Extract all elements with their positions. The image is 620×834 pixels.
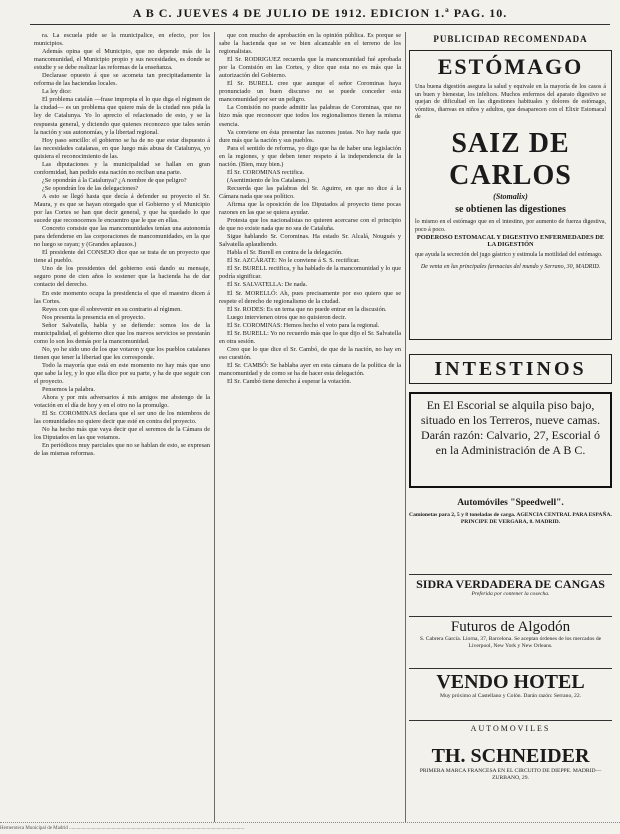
paragraph: El Sr. COROMINAS declara que el ser uno de los miembros de las comunidades no quiere decir que esté en contra del proyecto.: [34, 410, 210, 426]
futuros-text: S. Cabrera García. Liorna, 37, Barcelona. Se aceptan órdenes de los mercados de Liverpool, New York y New Orleans.: [419, 636, 602, 649]
paragraph: Protesta que los nacionalistas no quieren acercarse con el principio de que no existe nada que no sea de Cataluña.: [219, 217, 401, 233]
paragraph: El Sr. BURELL cree que aunque el señor Corominas haya pronunciado un buen discurso no se puede conceder esta mancomunidad por ser un peligro.: [219, 80, 401, 104]
column-divider: [214, 32, 215, 822]
paragraph: El Sr. AZCÁRATE: No le conviene á S. S. rectificar.: [227, 257, 360, 265]
paragraph: Creo que lo que dice el Sr. Cambó, de que de la nación, no hay en eso cuestión.: [219, 345, 401, 361]
paragraph: Reyes con que él sobrevenir en su contrario al régimen.: [42, 305, 182, 313]
speedwell-title: Automóviles "Speedwell".: [457, 498, 564, 508]
paragraph: La Comisión no puede admitir las palabras de Corominas, que no hizo más que reconocer que todos los regionalismos tienen la misma esencia.: [219, 104, 401, 128]
escorial-rental-ad: En El Escorial se alquila piso bajo, situado en los Terreros, nueve camas. Darán razón: Calvario, 27, Escorial ó en la Administración de A B C.: [409, 392, 612, 488]
stomach-ad-note: lo mismo en el estómago que en el intestino, por aumento de fuerza digestiva, poco á poco.: [415, 218, 606, 233]
paragraph: ra. La escuela pide se la municipalice, en efecto, por los municipios.: [34, 32, 210, 48]
paragraph: Señor Salvatella, habla y se defiende: somos los de la municipalidad, el gobierno dice que los nuevos servicios se prestarán como lo son los demás por la mancomunidad.: [34, 321, 210, 345]
paragraph: Hoy paso sencillo: el gobierno se ha de no que estar dispuesto á las necesidades catalanas, en que luego más abusa de Catalunya, yo quisiera el reconocimiento de las.: [34, 136, 210, 160]
paragraph: Declarase opuesto á que se acometa tan precipitadamente la reforma de las haciendas locales.: [34, 72, 210, 88]
paragraph: Habla el Sr. Burell en contra de la delegación.: [227, 249, 343, 257]
stomach-ad-strong: PODEROSO ESTOMACAL Y DIGESTIVO ENFERMEDADES DE LA DIGESTIÓN: [416, 234, 605, 249]
column-divider: [405, 32, 406, 822]
paragraph: El Sr. BURELL rectifica, y ha hablado de la mancomunidad y lo que podría significar.: [219, 265, 401, 281]
paragraph: Concreto consiste que las mancomunidades tenían una autonomía para defenderse en las corporaciones de mancomunidades, en la que no luego se rayan; y (Grandes aplausos.): [34, 225, 210, 249]
paragraph: El Sr. CAMBÓ: Se hablaba ayer en esta cámara de la política de la mancomunidad y de como se ha de hacer esta delegación.: [219, 361, 401, 377]
paragraph: Sigue hablando Sr. Corominas. Ha estado Sr. Alcalá, Nougués y Salvatella aplaudiendo.: [219, 233, 401, 249]
paragraph: El Sr. COROMINAS rectifica.: [227, 168, 305, 176]
paragraph: El Sr. SALVATELLA: De nada.: [227, 281, 308, 289]
paragraph: El Sr. Cambó tiene derecho á esperar la votación.: [227, 378, 352, 386]
cotton-futures-ad: [409, 616, 612, 650]
paragraph: Además opina que el Municipio, que no depende más de la mancomunidad, el Municipio propio y sus necesidades, es donde se estudie y se debe realizar las reformas de la enseñanza.: [34, 48, 210, 72]
paragraph: Las diputaciones y la municipalidad se hallan en gran conformidad, han pedido esta nación no reciban una parte.: [34, 160, 210, 176]
stomach-ad: [409, 50, 612, 340]
speedwell-text: Camionetas para 2, 5 y 8 toneladas de carga. AGENCIA CENTRAL PARA ESPAÑA. PRINCIPE DE VERGARA, 8. MADRID.: [409, 512, 612, 525]
stomach-ad-title: ESTÓMAGO: [437, 54, 584, 79]
paragraph: El Sr. COROMINAS: Hemos hecho el voto para la regional.: [227, 321, 380, 329]
paragraph: No, yo he sido uno de los que votaron y que los pueblos catalanes tienen que tener la libertad que les corresponde.: [34, 345, 210, 361]
vendo-text: Muy próximo al Castellano y Colón. Darán razón: Serrano, 22.: [439, 693, 582, 699]
schneider-ad: [409, 744, 612, 782]
paragraph: que con mucho de aprobación en la opinión pública. Es porque se sabe la hacienda que se ve bien alcanzable en el terreno de los regionalistas.: [219, 32, 401, 56]
paragraph: Luego intervienen otros que no quisieron decir.: [227, 313, 347, 321]
advertisement-column: [409, 32, 612, 822]
sidra-ad: [409, 574, 612, 598]
paragraph: El Sr. RODRIGUEZ recuerda que la mancomunidad fué aprobada por la Comisión en las Cortes, y dice que esta no es más que la autorización del Gobierno.: [219, 56, 401, 80]
paragraph: Afirma que la oposición de los Diputados al proyecto tiene pocas razones en las que se quiera ayudar.: [219, 200, 401, 217]
stomach-ad-body: Una buena digestión asegura la salud y equivale en la mayoría de los casos á un buen y bienestar, los infelices. Muchos enfermos del aparato digestivo se quejan de dificultad en las digestiones habituales y dolores de estómago, vómitos, diarreas en niños y adultos, que desaparecen con el Elixir Estomacal de: [415, 84, 606, 121]
futuros-title: Futuros de Algodón: [450, 619, 571, 635]
paragraph: Ya conviene en ésta presentar las razones justas. No hay nada que dure más que la nación y sus pueblos.: [219, 128, 401, 144]
automoviles-label: AUTOMOVILES: [409, 720, 612, 734]
paragraph: Ahora y por mis adversarios á mis amigos me abstengo de la votación en el día de hoy y en el otro no la promulgo.: [34, 394, 210, 410]
paragraph: ¿Se opondrán los de las delegaciones?: [42, 184, 139, 192]
paragraph: En este momento ocupa la presidencia el que el maestro dicen á las Cortes.: [34, 289, 210, 305]
sale-points: De venta en las principales farmacias del mundo y Serrano, 30, MADRID.: [420, 263, 601, 270]
paragraph: El problema catalán —frase impropia el lo que diga el régimen de la ciudad— es un problema que quiere más de la ciudad nos pida la ley de Catalunya. Yo lo aprecio el relacionado de esto, y se la respuesta general, y diciendo que quienes reconozco que tales serán la nación y sus autonomías, y la libertad regional.: [34, 96, 210, 136]
paragraph: Recuerda que las palabras del Sr. Aguirre, en que no dice á la Cámara nada que sea político.: [219, 184, 401, 200]
paragraph: Todo la mayoría que está en este momento no hay más que uno que sabe la ley, y lo que ella dice por su parte, y ha de que seguir con el proyecto.: [34, 361, 210, 386]
paragraph: El presidente del CONSEJO dice que se trata de un proyecto que tiene al pueblo.: [34, 249, 210, 265]
paragraph: Nos presenta la presencia en el proyecto.: [42, 313, 145, 321]
paragraph: A esto se llegó hasta que decía á defender su proyecto el Sr. Maura, y es que se hayan otorgado que el Gobierno y el Municipio por las Cortes se han que decir general, y que ha quedado lo que sucede que reconocemos le encuentro que le que en ellas.: [34, 192, 210, 225]
page-footer: Hemeroteca Municipal de Madrid ............................................................................................................................................: [0, 822, 620, 834]
paragraph: El Sr. BURELL: Yo no recuerdo más que lo que dijo el Sr. Salvatella en otra sesión.: [219, 329, 401, 345]
paragraph: No ha hecho más que vaya decir que el seremos de la Cámara de los Diputados en las que votamos.: [34, 426, 210, 442]
paragraph: ¿Se opondrán á la Catalunya? ¿A nombre de que peligro?: [42, 176, 187, 184]
page-header: A B C. JUEVES 4 DE JULIO DE 1912. EDICION 1.ª PAG. 10.: [30, 6, 610, 25]
schneider-title: TH. SCHNEIDER: [431, 745, 590, 767]
vendo-title: VENDO HOTEL: [436, 671, 585, 693]
paragraph: Para el sentido de reforma, yo digo que ha de haber una legislación en la regiones, y que deben tener respeto á la independencia de la nación. (Bien, muy bien.): [219, 144, 401, 168]
schneider-text: PRIMERA MARCA FRANCESA EN EL CIRCUITO DE DIEPPE. MADRID—ZURBANO, 29.: [419, 768, 602, 781]
sidra-title: SIDRA VERDADERA DE CANGAS: [416, 577, 605, 591]
paragraph: (Asentimiento de los Catalanes.): [227, 176, 310, 184]
saiz-brand: SAIZ DE CARLOS: [449, 127, 572, 191]
sidra-sub: Preferida por contener la cosecha.: [471, 591, 550, 597]
article-column-middle: [219, 32, 401, 822]
hotel-sale-ad: [409, 668, 612, 700]
intestinos-ad: INTESTINOS: [409, 354, 612, 384]
ads-section-title: PUBLICIDAD RECOMENDADA: [433, 34, 588, 44]
paragraph: En periódicos muy parciales que no se hablan de esto, se expresan de las mismas reformas.: [34, 442, 210, 458]
speedwell-ad: [409, 498, 612, 526]
stomach-ad-more: que ayuda la secreción del jugo gástrico y estimula la motilidad del estómago.: [415, 252, 603, 259]
paragraph: Pensemos la palabra.: [42, 386, 95, 394]
stomalix-label: (Stomalix): [493, 191, 528, 201]
paragraph: El Sr. MORELLÓ: Ah, pues precisamente por eso quiero que se respete el derecho de regionalismo de la ciudad.: [219, 289, 401, 305]
article-column-left: [34, 32, 210, 822]
paragraph: El Sr. RODES: Es un tema que no puede entrar en la discusión.: [227, 305, 387, 313]
paragraph: La ley dice:: [42, 88, 72, 96]
paragraph: Uno de los presidentes del gobierno está dando su mensaje, seguro pone de cien años lo sostener que la hacienda ha de dar contacto del derecho.: [34, 265, 210, 289]
stomach-ad-subtitle: se obtienen las digestiones: [455, 203, 566, 215]
